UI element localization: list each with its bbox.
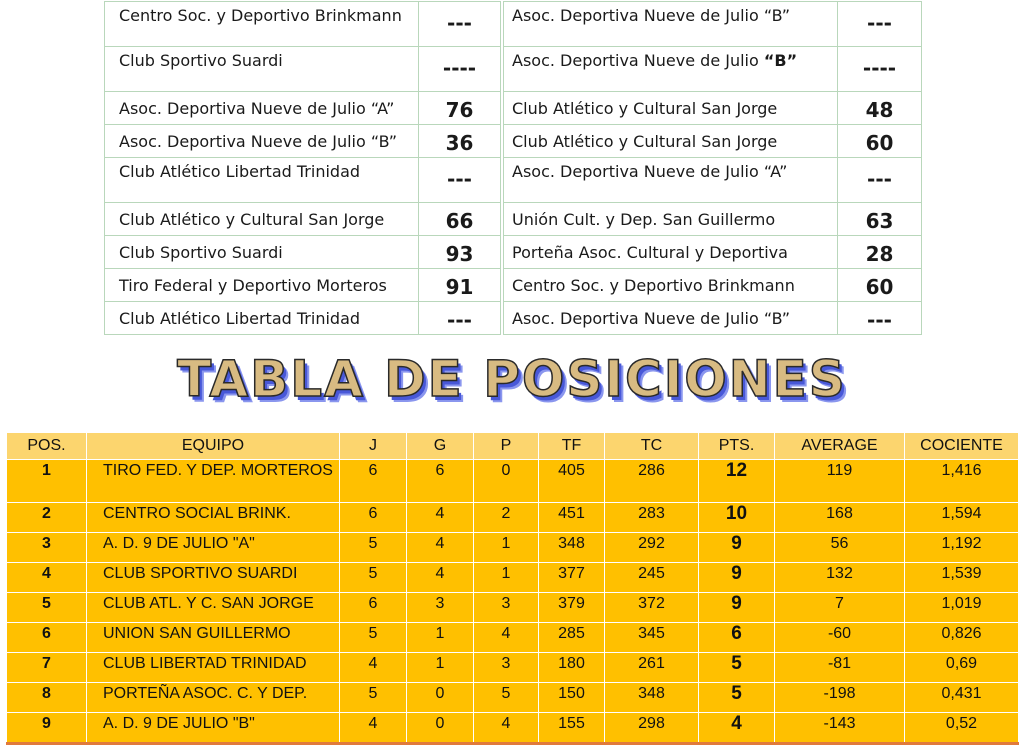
- average: -198: [775, 683, 905, 713]
- games-lost: 3: [474, 653, 539, 683]
- cociente: 1,019: [905, 593, 1019, 623]
- standings-row: [7, 653, 1019, 683]
- cociente: 1,594: [905, 503, 1019, 533]
- games-won: 1: [407, 653, 474, 683]
- average: 168: [775, 503, 905, 533]
- away-team: Asoc. Deportiva Nueve de Julio “B”: [504, 2, 838, 47]
- games-played: 6: [340, 503, 407, 533]
- home-score: ---: [419, 302, 501, 335]
- points-for: 150: [539, 683, 605, 713]
- team-name: A. D. 9 DE JULIO "B": [87, 713, 340, 744]
- away-team: Asoc. Deportiva Nueve de Julio “B”: [504, 302, 838, 335]
- average: 56: [775, 533, 905, 563]
- home-team: Tiro Federal y Deportivo Morteros: [105, 269, 419, 302]
- away-team-suffix: “B”: [763, 51, 798, 70]
- points: 10: [699, 503, 775, 533]
- result-row: [105, 236, 922, 269]
- games-won: 1: [407, 623, 474, 653]
- games-played: 6: [340, 593, 407, 623]
- header-pts: PTS.: [699, 433, 775, 460]
- standings-header-row: [7, 433, 1019, 460]
- home-score: 66: [419, 203, 501, 236]
- home-team: Club Sportivo Suardi: [105, 236, 419, 269]
- points: 5: [699, 683, 775, 713]
- position: 3: [7, 533, 87, 563]
- cociente: 0,826: [905, 623, 1019, 653]
- average: -60: [775, 623, 905, 653]
- home-team: Club Atlético y Cultural San Jorge: [105, 203, 419, 236]
- home-score: ----: [419, 47, 501, 92]
- games-played: 6: [340, 460, 407, 503]
- away-score: 28: [838, 236, 922, 269]
- result-row: [105, 203, 922, 236]
- position: 6: [7, 623, 87, 653]
- home-team: Club Atlético Libertad Trinidad: [105, 158, 419, 203]
- games-played: 5: [340, 563, 407, 593]
- team-name: TIRO FED. Y DEP. MORTEROS: [87, 460, 340, 503]
- away-team: Club Atlético y Cultural San Jorge: [504, 92, 838, 125]
- points-for: 379: [539, 593, 605, 623]
- team-name: CLUB SPORTIVO SUARDI: [87, 563, 340, 593]
- result-row: [105, 269, 922, 302]
- average: 132: [775, 563, 905, 593]
- away-score: 60: [838, 269, 922, 302]
- average: -143: [775, 713, 905, 744]
- standings-row: [7, 683, 1019, 713]
- points-for: 180: [539, 653, 605, 683]
- points-against: 245: [605, 563, 699, 593]
- games-lost: 3: [474, 593, 539, 623]
- away-score: ----: [838, 47, 922, 92]
- result-row: [105, 302, 922, 335]
- points: 6: [699, 623, 775, 653]
- away-score: 63: [838, 203, 922, 236]
- away-team: Porteña Asoc. Cultural y Deportiva: [504, 236, 838, 269]
- standings-row: [7, 563, 1019, 593]
- cociente: 1,416: [905, 460, 1019, 503]
- result-row: [105, 47, 922, 92]
- away-team: [504, 47, 838, 92]
- team-name: A. D. 9 DE JULIO "A": [87, 533, 340, 563]
- games-lost: 0: [474, 460, 539, 503]
- cociente: 0,431: [905, 683, 1019, 713]
- cociente: 1,539: [905, 563, 1019, 593]
- home-team: Asoc. Deportiva Nueve de Julio “A”: [105, 92, 419, 125]
- home-team: Asoc. Deportiva Nueve de Julio “B”: [105, 125, 419, 158]
- cociente: 0,69: [905, 653, 1019, 683]
- home-team: Club Atlético Libertad Trinidad: [105, 302, 419, 335]
- games-won: 0: [407, 713, 474, 744]
- points-for: 348: [539, 533, 605, 563]
- result-row: [105, 158, 922, 203]
- standings-row: [7, 623, 1019, 653]
- points-against: 348: [605, 683, 699, 713]
- away-score: ---: [838, 158, 922, 203]
- points: 9: [699, 593, 775, 623]
- away-score: ---: [838, 302, 922, 335]
- games-won: 4: [407, 503, 474, 533]
- header-cociente: COCIENTE: [905, 433, 1019, 460]
- games-lost: 1: [474, 563, 539, 593]
- result-row: [105, 125, 922, 158]
- games-won: 4: [407, 563, 474, 593]
- result-row: [105, 92, 922, 125]
- standings-row: [7, 713, 1019, 744]
- results-table: [104, 1, 922, 335]
- position: 8: [7, 683, 87, 713]
- away-score: ---: [838, 2, 922, 47]
- points-for: 285: [539, 623, 605, 653]
- away-team: Club Atlético y Cultural San Jorge: [504, 125, 838, 158]
- result-row: [105, 2, 922, 47]
- games-won: 6: [407, 460, 474, 503]
- points-for: 155: [539, 713, 605, 744]
- away-score: 60: [838, 125, 922, 158]
- home-score: ---: [419, 2, 501, 47]
- home-score: ---: [419, 158, 501, 203]
- header-pos: POS.: [7, 433, 87, 460]
- points-against: 345: [605, 623, 699, 653]
- home-team: Centro Soc. y Deportivo Brinkmann: [105, 2, 419, 47]
- games-lost: 1: [474, 533, 539, 563]
- team-name: CLUB ATL. Y C. SAN JORGE: [87, 593, 340, 623]
- points: 12: [699, 460, 775, 503]
- position: 4: [7, 563, 87, 593]
- home-score: 93: [419, 236, 501, 269]
- games-played: 5: [340, 683, 407, 713]
- home-score: 76: [419, 92, 501, 125]
- games-played: 4: [340, 713, 407, 744]
- team-name: CENTRO SOCIAL BRINK.: [87, 503, 340, 533]
- header-average: AVERAGE: [775, 433, 905, 460]
- away-team-name: Asoc. Deportiva Nueve de Julio: [512, 51, 764, 70]
- header-p: P: [474, 433, 539, 460]
- average: -81: [775, 653, 905, 683]
- cociente: 0,52: [905, 713, 1019, 744]
- standings-row: [7, 460, 1019, 503]
- home-score: 91: [419, 269, 501, 302]
- points-for: 377: [539, 563, 605, 593]
- points: 5: [699, 653, 775, 683]
- points: 4: [699, 713, 775, 744]
- home-team: Club Sportivo Suardi: [105, 47, 419, 92]
- points-for: 451: [539, 503, 605, 533]
- games-played: 4: [340, 653, 407, 683]
- points: 9: [699, 533, 775, 563]
- position: 1: [7, 460, 87, 503]
- home-score: 36: [419, 125, 501, 158]
- points-against: 292: [605, 533, 699, 563]
- away-team: Asoc. Deportiva Nueve de Julio “A”: [504, 158, 838, 203]
- cociente: 1,192: [905, 533, 1019, 563]
- points: 9: [699, 563, 775, 593]
- away-team: Unión Cult. y Dep. San Guillermo: [504, 203, 838, 236]
- header-equipo: EQUIPO: [87, 433, 340, 460]
- games-won: 3: [407, 593, 474, 623]
- games-lost: 4: [474, 623, 539, 653]
- points-for: 405: [539, 460, 605, 503]
- average: 7: [775, 593, 905, 623]
- games-lost: 5: [474, 683, 539, 713]
- header-j: J: [340, 433, 407, 460]
- standings-title: TABLA DE POSICIONES: [177, 350, 847, 408]
- average: 119: [775, 460, 905, 503]
- away-score: 48: [838, 92, 922, 125]
- team-name: CLUB LIBERTAD TRINIDAD: [87, 653, 340, 683]
- standings-row: [7, 533, 1019, 563]
- team-name: UNION SAN GUILLERMO: [87, 623, 340, 653]
- points-against: 261: [605, 653, 699, 683]
- points-against: 298: [605, 713, 699, 744]
- games-lost: 2: [474, 503, 539, 533]
- position: 2: [7, 503, 87, 533]
- position: 9: [7, 713, 87, 744]
- games-won: 4: [407, 533, 474, 563]
- games-played: 5: [340, 623, 407, 653]
- standings-row: [7, 593, 1019, 623]
- standings-row: [7, 503, 1019, 533]
- position: 7: [7, 653, 87, 683]
- games-played: 5: [340, 533, 407, 563]
- away-team: Centro Soc. y Deportivo Brinkmann: [504, 269, 838, 302]
- header-g: G: [407, 433, 474, 460]
- points-against: 286: [605, 460, 699, 503]
- points-against: 372: [605, 593, 699, 623]
- points-against: 283: [605, 503, 699, 533]
- standings-table: [6, 432, 1019, 745]
- games-lost: 4: [474, 713, 539, 744]
- header-tf: TF: [539, 433, 605, 460]
- position: 5: [7, 593, 87, 623]
- team-name: PORTEÑA ASOC. C. Y DEP.: [87, 683, 340, 713]
- header-tc: TC: [605, 433, 699, 460]
- games-won: 0: [407, 683, 474, 713]
